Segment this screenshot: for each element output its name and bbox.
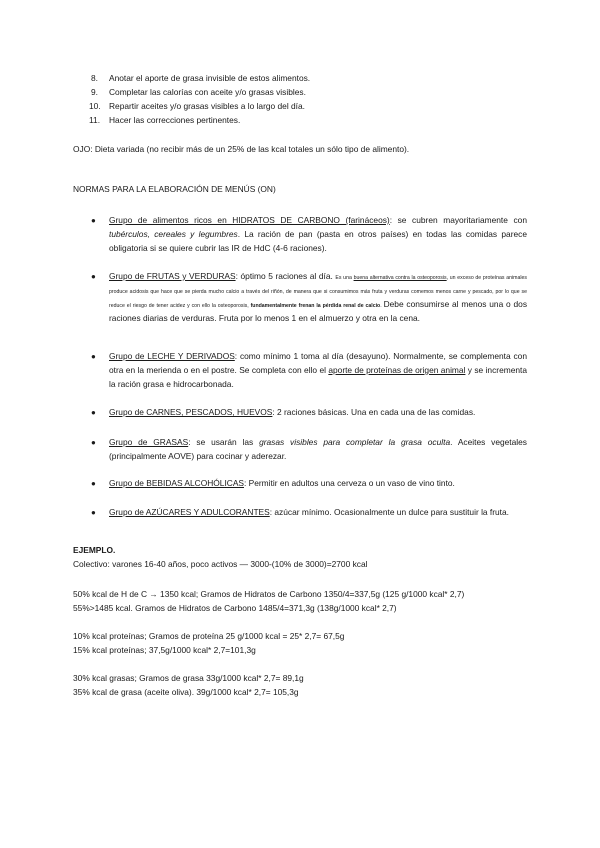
group-underline: aporte de proteínas de origen animal: [328, 365, 466, 375]
ojo-note: OJO: Dieta variada (no recibir más de un 25% de las kcal totales un sólo tipo de alimento).: [73, 144, 410, 154]
group-bebidas: [109, 476, 527, 490]
group-frutas-verduras: [109, 269, 527, 325]
group-text: Debe consumirse al menos una o dos raciones diarias de verduras. Fruta por lo menos 1 en el almuerzo y otra en la cena.: [109, 299, 528, 323]
ejemplo-line: 55%>1485 kcal. Gramos de Hidratos de Carbono 1485/4=371,3g (138g/1000 kcal* 2,7): [73, 603, 397, 613]
ejemplo-title: EJEMPLO.: [73, 545, 116, 555]
group-emphasis: grasas visibles para completar la grasa oculta: [259, 437, 451, 447]
group-leche-derivados: [109, 349, 527, 391]
group-text: y se incrementa la ración grasa e hidrocarbonada.: [109, 365, 528, 389]
bullet-icon: ●: [91, 438, 96, 447]
group-emphasis: tubérculos, cereales y legumbres: [109, 229, 238, 239]
group-title: Grupo de CARNES, PESCADOS, HUEVOS: [109, 407, 273, 417]
ejemplo-line: 10% kcal proteínas; Gramos de proteína 25 g/1000 kcal = 25* 2,7= 67,5g: [73, 631, 345, 641]
group-text: : óptimo 5 raciones al día.: [235, 271, 336, 281]
bullet-icon: ●: [91, 216, 96, 225]
group-text: : azúcar mínimo. Ocasionalmente un dulce para sustituir la fruta.: [269, 507, 509, 517]
group-text: : 2 raciones básicas. Una en cada una de las comidas.: [272, 407, 476, 417]
group-title: Grupo de GRASAS: [109, 437, 189, 447]
note-text: .: [380, 303, 384, 309]
group-grasas: [109, 435, 527, 463]
group-text: : se usarán las: [188, 437, 260, 447]
ejemplo-line: 35% kcal de grasa (aceite oliva). 39g/1000 kcal* 2,7= 105,3g: [73, 687, 299, 697]
bullet-icon: ●: [91, 408, 96, 417]
step-text: Repartir aceites y/o grasas visibles a lo largo del día.: [109, 101, 305, 111]
group-text: : como mínimo 1 toma al día (desayuno). Normalmente, se complementa con otra en la merienda o en el postre. Se completa con ello el: [109, 351, 527, 375]
step-number: 10.: [89, 101, 101, 111]
group-carbohidratos: [109, 213, 527, 255]
group-title: Grupo de BEBIDAS ALCOHÓLICAS: [109, 478, 244, 488]
step-text: Anotar el aporte de grasa invisible de estos alimentos.: [109, 73, 311, 83]
group-text: : se cubren mayoritariamente con: [389, 215, 527, 225]
ejemplo-line: 15% kcal proteínas; 37,5g/1000 kcal* 2,7=101,3g: [73, 645, 256, 655]
note-text: Es una: [335, 275, 354, 281]
group-carnes: [109, 405, 527, 419]
step-text: Hacer las correcciones pertinentes.: [109, 115, 241, 125]
note-text: , un exceso de proteínas animales produce acidosis que hace que se pierda mucho calcio a través del riñón, de manera que si consumimos más fruta y verduras comemos menos carne y pescado, por lo que se reduce el riesgo de tener acidez y con ello la osteoporosis,: [109, 275, 527, 309]
step-number: 8.: [91, 73, 98, 83]
group-text: . Aceites vegetales (principalmente AOVE) para cocinar y aderezar.: [109, 437, 527, 461]
group-title: Grupo de FRUTAS y VERDURAS: [109, 271, 236, 281]
group-title: Grupo de LECHE Y DERIVADOS: [109, 351, 235, 361]
bullet-icon: ●: [91, 479, 96, 488]
step-number: 11.: [89, 115, 101, 125]
ejemplo-line: 50% kcal de H de C → 1350 kcal; Gramos de Hidratos de Carbono 1350/4=337,5g (125 g/1000 kcal* 2,7): [73, 589, 465, 599]
step-text: Completar las calorías con aceite y/o grasas visibles.: [109, 87, 306, 97]
group-title: Grupo de alimentos ricos en HIDRATOS DE CARBONO (farináceos): [109, 215, 390, 225]
step-number: 9.: [91, 87, 98, 97]
note-bold: fundamentalmente frenan la pérdida renal de calcio: [250, 303, 381, 309]
group-title: Grupo de AZÚCARES Y ADULCORANTES: [109, 507, 270, 517]
bullet-icon: ●: [91, 352, 96, 361]
ejemplo-colectivo: Colectivo: varones 16-40 años, poco activos — 3000-(10% de 3000)=2700 kcal: [73, 559, 368, 569]
section-title: NORMAS PARA LA ELABORACIÓN DE MENÚS (ON): [73, 184, 276, 194]
ejemplo-line: 30% kcal grasas; Gramos de grasa 33g/1000 kcal* 2,7= 89,1g: [73, 673, 304, 683]
group-text: : Permitir en adultos una cerveza o un vaso de vino tinto.: [244, 478, 455, 488]
group-text: . La ración de pan (pasta en otros países) en todas las comidas parece obligatoria si se quiere cubrir las IR de HdC (4-6 raciones).: [109, 229, 527, 253]
bullet-icon: ●: [91, 272, 96, 281]
group-azucares: [109, 505, 527, 519]
note-underline: buena alternativa contra la osteoporosis: [353, 275, 447, 281]
bullet-icon: ●: [91, 508, 96, 517]
